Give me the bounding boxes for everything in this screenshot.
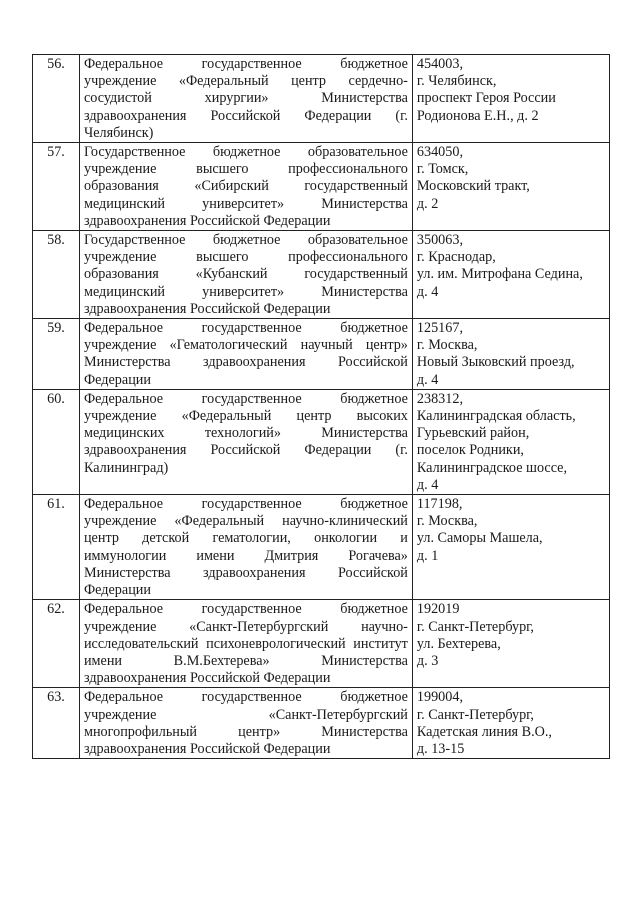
table-row (33, 55, 610, 143)
table-row (33, 688, 610, 759)
institution-name: Федеральное государственное бюджетное учреждение «Федеральный научно-клинический центр детской гематологии, онкологии и иммунологии имени Дмитрия Рогачева» Министерства здравоохранения Российской Федерации (79, 495, 412, 600)
table-row (33, 319, 610, 390)
table-row (33, 495, 610, 600)
table-row (33, 600, 610, 688)
institutions-table-body (33, 55, 610, 759)
institution-name: Федеральное государственное бюджетное учреждение «Федеральный центр сердечно-сосудистой хирургии» Министерства здравоохранения Российской Федерации (г. Челябинск) (79, 55, 412, 143)
row-number: 62. (33, 600, 80, 688)
row-number: 61. (33, 495, 80, 600)
row-number: 60. (33, 389, 80, 494)
row-number: 56. (33, 55, 80, 143)
institution-name: Государственное бюджетное образовательное учреждение высшего профессионального образования «Кубанский государственный медицинский университет» Министерства здравоохранения Российской Федерации (79, 231, 412, 319)
institution-address: 350063, г. Краснодар, ул. им. Митрофана Седина, д. 4 (412, 231, 609, 319)
institution-address: 634050, г. Томск, Московский тракт, д. 2 (412, 143, 609, 231)
row-number: 63. (33, 688, 80, 759)
institution-address: 454003, г. Челябинск, проспект Героя России Родионова Е.Н., д. 2 (412, 55, 609, 143)
row-number: 59. (33, 319, 80, 390)
institution-address: 117198, г. Москва, ул. Саморы Машела, д. 1 (412, 495, 609, 600)
institutions-table (32, 54, 610, 759)
table-row (33, 143, 610, 231)
institution-name: Федеральное государственное бюджетное учреждение «Федеральный центр высоких медицинских технологий» Министерства здравоохранения Российской Федерации (г. Калининград) (79, 389, 412, 494)
institution-address: 238312, Калининградская область, Гурьевский район, поселок Родники, Калининградское шоссе, д. 4 (412, 389, 609, 494)
row-number: 57. (33, 143, 80, 231)
table-row (33, 231, 610, 319)
institution-address: 199004, г. Санкт-Петербург, Кадетская линия В.О., д. 13-15 (412, 688, 609, 759)
institution-name: Государственное бюджетное образовательное учреждение высшего профессионального образования «Сибирский государственный медицинский университет» Министерства здравоохранения Российской Федерации (79, 143, 412, 231)
row-number: 58. (33, 231, 80, 319)
institution-address: 125167, г. Москва, Новый Зыковский проезд, д. 4 (412, 319, 609, 390)
institution-address: 192019 г. Санкт-Петербург, ул. Бехтерева, д. 3 (412, 600, 609, 688)
table-row (33, 389, 610, 494)
institution-name: Федеральное государственное бюджетное учреждение «Санкт-Петербургский многопрофильный центр» Министерства здравоохранения Российской Федерации (79, 688, 412, 759)
institution-name: Федеральное государственное бюджетное учреждение «Санкт-Петербургский научно-исследовательский психоневрологический институт имени В.М.Бехтерева» Министерства здравоохранения Российской Федерации (79, 600, 412, 688)
institution-name: Федеральное государственное бюджетное учреждение «Гематологический научный центр» Министерства здравоохранения Российской Федерации (79, 319, 412, 390)
